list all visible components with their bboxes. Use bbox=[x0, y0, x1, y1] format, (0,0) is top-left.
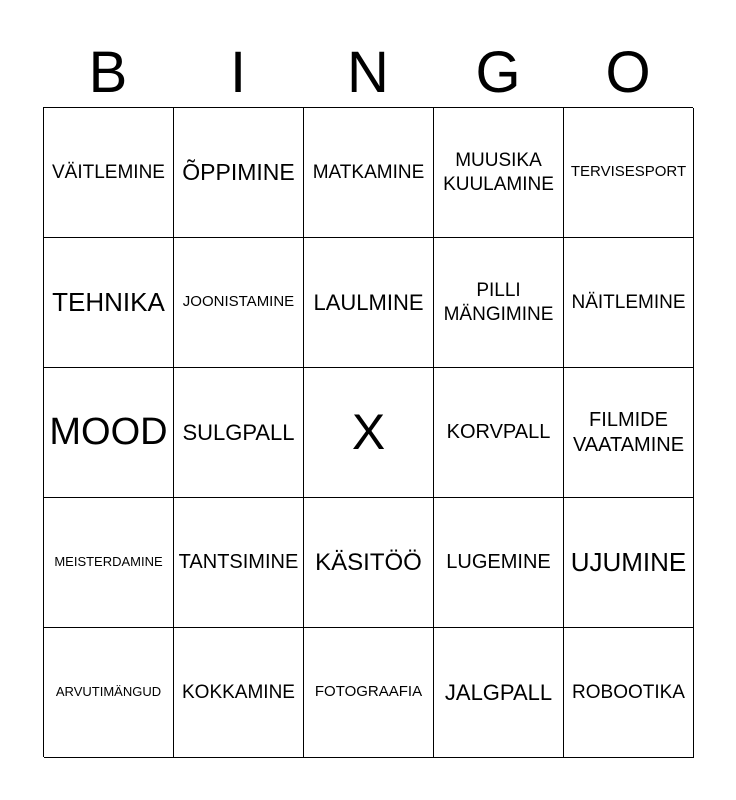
bingo-cell: VÄITLEMINE bbox=[44, 108, 174, 238]
bingo-cell: FILMIDE VAATAMINE bbox=[564, 368, 694, 498]
bingo-cell: ÕPPIMINE bbox=[174, 108, 304, 238]
header-letter-b: B bbox=[88, 40, 128, 105]
bingo-cell: KORVPALL bbox=[434, 368, 564, 498]
bingo-cell: ARVUTIMÄNGUD bbox=[44, 628, 174, 758]
bingo-cell: PILLI MÄNGIMINE bbox=[434, 238, 564, 368]
bingo-cell: JOONISTAMINE bbox=[174, 238, 304, 368]
bingo-cell: KOKKAMINE bbox=[174, 628, 304, 758]
bingo-cell: ROBOOTIKA bbox=[564, 628, 694, 758]
bingo-cell: KÄSITÖÖ bbox=[304, 498, 434, 628]
bingo-cell: MEISTERDAMINE bbox=[44, 498, 174, 628]
bingo-cell: MOOD bbox=[44, 368, 174, 498]
bingo-cell: LUGEMINE bbox=[434, 498, 564, 628]
bingo-cell: SULGPALL bbox=[174, 368, 304, 498]
bingo-cell: MUUSIKA KUULAMINE bbox=[434, 108, 564, 238]
header-letter-o: O bbox=[605, 40, 651, 105]
header-letter-g: G bbox=[475, 40, 521, 105]
bingo-cell: JALGPALL bbox=[434, 628, 564, 758]
bingo-cell: TERVISESPORT bbox=[564, 108, 694, 238]
bingo-cell: TANTSIMINE bbox=[174, 498, 304, 628]
header-letter-n: N bbox=[347, 40, 389, 105]
bingo-header bbox=[43, 40, 693, 106]
bingo-board bbox=[43, 107, 693, 757]
header-letter-i: I bbox=[229, 40, 247, 105]
bingo-cell: FOTOGRAAFIA bbox=[304, 628, 434, 758]
bingo-cell: UJUMINE bbox=[564, 498, 694, 628]
bingo-cell: MATKAMINE bbox=[304, 108, 434, 238]
bingo-cell: LAULMINE bbox=[304, 238, 434, 368]
bingo-cell: NÄITLEMINE bbox=[564, 238, 694, 368]
bingo-cell: TEHNIKA bbox=[44, 238, 174, 368]
free-space-cell: X bbox=[304, 368, 434, 498]
